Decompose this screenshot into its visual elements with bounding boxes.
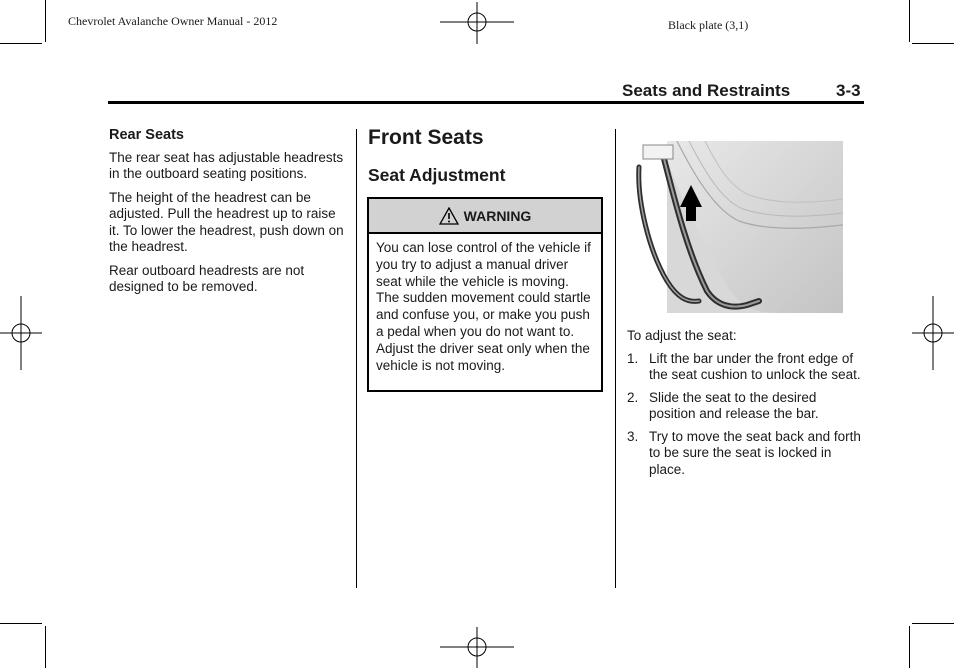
step-number: 3.	[627, 428, 639, 444]
crop-mark-tl-h	[0, 43, 42, 44]
header-rule	[108, 101, 864, 104]
rear-seats-heading: Rear Seats	[109, 127, 184, 143]
step-text: Lift the bar under the front edge of the seat cushion to unlock the seat.	[649, 350, 861, 382]
rear-seats-paragraph: The height of the headrest can be adjusted. Pull the headrest up to raise it. To lower the headrest, push down on the headrest.	[109, 189, 344, 254]
crop-mark-tl-v	[45, 0, 46, 42]
step-number: 2.	[627, 389, 639, 405]
warning-box	[367, 197, 603, 392]
subsection-heading: Seat Adjustment	[368, 165, 506, 185]
seat-adjustment-illustration	[627, 141, 843, 313]
manual-title: Chevrolet Avalanche Owner Manual - 2012	[68, 14, 278, 28]
crop-mark-bl-h	[0, 623, 42, 624]
crop-mark-bl-v	[45, 626, 46, 668]
list-item	[627, 390, 861, 423]
section-title: Seats and Restraints	[622, 81, 791, 100]
crop-mark-tr-v	[909, 0, 910, 42]
page-heading: Front Seats	[368, 126, 484, 149]
rear-seats-section	[109, 127, 347, 303]
warning-label: WARNING	[463, 207, 532, 224]
rear-seats-paragraph: Rear outboard headrests are not designed to be removed.	[109, 262, 305, 294]
warning-header	[369, 199, 601, 234]
plate-label: Black plate (3,1)	[668, 18, 749, 32]
crop-mark-br-v	[909, 626, 910, 668]
column-divider	[356, 129, 357, 588]
registration-crosshair-icon	[0, 296, 42, 370]
page-number: 3-3	[836, 81, 861, 100]
list-item	[627, 429, 861, 479]
registration-crosshair-icon	[440, 627, 514, 668]
warning-triangle-icon	[439, 207, 459, 225]
list-item	[627, 351, 861, 384]
registration-crosshair-icon	[912, 296, 954, 370]
step-number: 1.	[627, 350, 639, 366]
adjust-intro: To adjust the seat:	[627, 328, 737, 343]
warning-text: You can lose control of the vehicle if you try to adjust a manual driver seat while the vehicle is moving. The sudden movement could startle and confuse you, or make you push a pedal when you do not want to. Adjust the driver seat only when the vehicle is not moving.	[376, 240, 591, 373]
step-text: Slide the seat to the desired position and release the bar.	[649, 389, 819, 421]
column-divider	[615, 129, 616, 588]
crop-mark-br-h	[912, 623, 954, 624]
crop-mark-tr-h	[912, 43, 954, 44]
adjust-instructions	[627, 328, 861, 484]
registration-crosshair-icon	[440, 2, 514, 44]
step-text: Try to move the seat back and forth to be sure the seat is locked in place.	[649, 428, 861, 477]
rear-seats-paragraph: The rear seat has adjustable headrests in the outboard seating positions.	[109, 149, 344, 181]
